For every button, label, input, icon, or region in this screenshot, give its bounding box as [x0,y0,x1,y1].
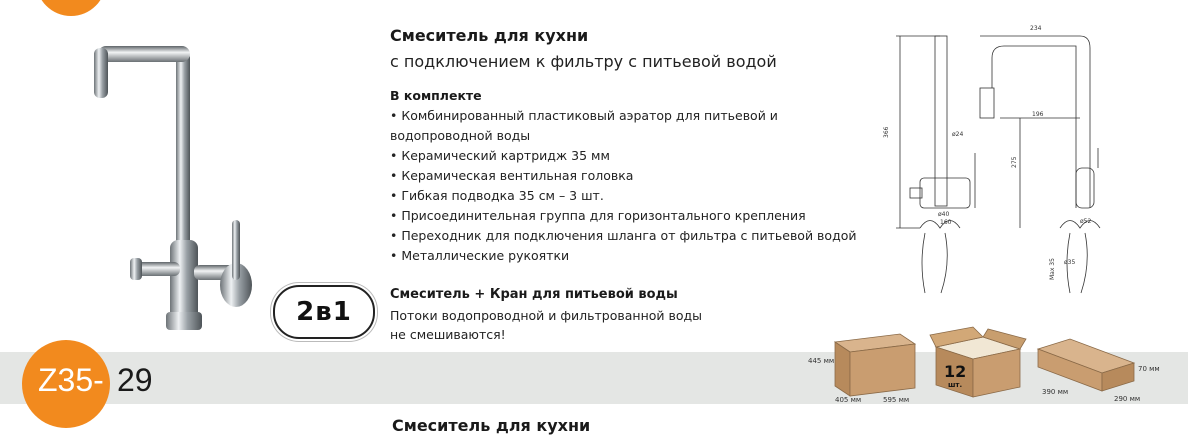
carton-icon [928,325,1028,400]
label-d160: 160 [940,219,952,226]
kit-item: • Присоединительная группа для горизонтального крепления [390,208,806,223]
two-in-one-badge [273,285,375,339]
model-suffix: 29 [117,362,153,398]
label-height-right: 275 [1011,156,1018,168]
label-d24: ø24 [952,131,964,138]
product-title: Смеситель для кухни [390,26,589,45]
label-width: 234 [1030,25,1042,32]
kit-item: • Металлические рукоятки [390,248,570,263]
carton-unit: шт. [948,381,963,389]
single-box-icon [1030,335,1140,395]
kit-item: • Переходник для подключения шланга от фильтра с питьевой водой [390,228,857,243]
carton-qty: 12 [944,362,967,381]
label-height-left: 366 [883,126,890,138]
kit-heading: В комплекте [390,88,482,103]
label-d52: ø52 [1080,218,1092,225]
kit-item: • Керамический картридж 35 мм [390,148,610,163]
orange-corner-shape [36,0,106,16]
technical-drawing [880,18,1180,318]
box-depth: 405 мм [835,396,862,404]
box-width: 595 мм [883,396,910,404]
single-length: 390 мм [1042,388,1069,396]
single-height: 70 мм [1138,365,1160,373]
faucet-photo [70,40,280,340]
model-prefix: Z35- [38,362,104,398]
box-height: 445 мм [808,357,835,365]
label-max35: Max 35 [1049,258,1056,280]
product-subtitle: с подключением к фильтру с питьевой водой [390,52,777,71]
combo-description: Потоки водопроводной и фильтрованной воды не смешиваются! [390,308,703,342]
label-reach: 196 [1032,111,1044,118]
kit-list [390,106,860,266]
single-width: 290 мм [1114,395,1141,403]
kit-item: • Гибкая подводка 35 см – 3 шт. [390,188,604,203]
combo-title: Смеситель + Кран для питьевой воды [390,287,678,302]
label-d35: ø35 [1064,259,1076,266]
product-title-repeat: Смеситель для кухни [392,416,591,435]
badge-label: 2в1 [296,297,352,327]
label-d40: ø40 [938,211,950,218]
kit-item: • Комбинированный пластиковый аэратор для питьевой и водопроводной воды [390,108,778,143]
kit-item: • Керамическая вентильная головка [390,168,634,183]
